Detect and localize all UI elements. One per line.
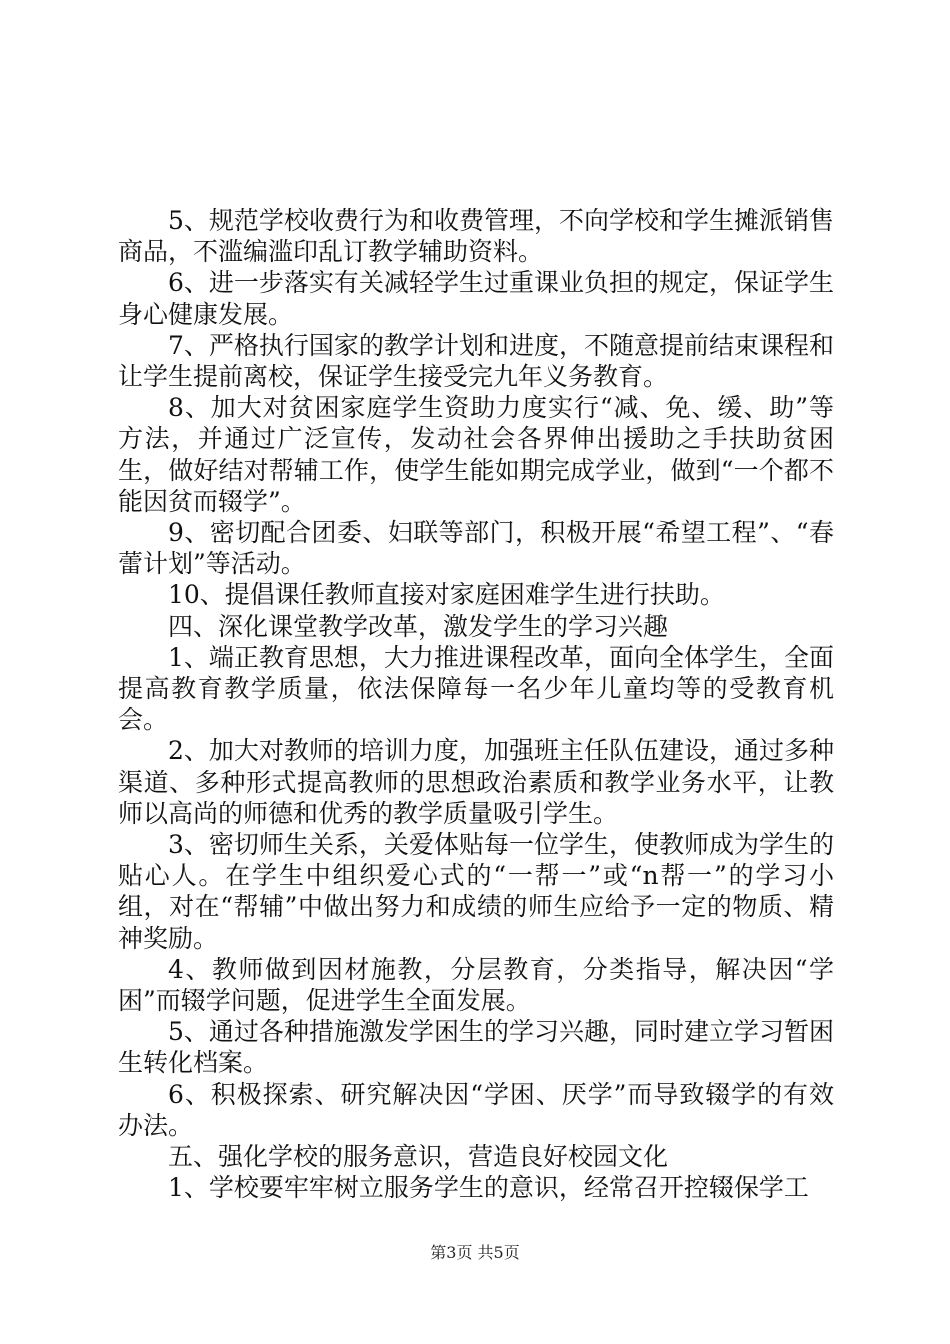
paragraph-teacher-assistance: 10、提倡课任教师直接对家庭困难学生进行扶助。 [168, 580, 725, 610]
section-heading-4: 四、深化课堂教学改革，激发学生的学习兴趣 [168, 611, 669, 641]
section-heading-5: 五、强化学校的服务意识，营造良好校园文化 [168, 1142, 669, 1172]
paragraph-reduce-burden: 6、进一步落实有关减轻学生过重课业负担的规定，保证学生身心健康发展。 [118, 268, 834, 329]
paragraph-cooperation: 9、密切配合团委、妇联等部门，积极开展“希望工程”、“春蕾计划”等活动。 [118, 518, 834, 579]
paragraph-service-awareness: 1、学校要牢牢树立服务学生的意识，经常召开控辍保学工 [168, 1173, 809, 1203]
paragraph-fee-management: 5、规范学校收费行为和收费管理，不向学校和学生摊派销售商品，不滥编滥印乱订教学辅助资料。 [118, 206, 834, 267]
paragraph-education-reform: 1、端正教育思想，大力推进课程改革，面向全体学生，全面提高教育教学质量，依法保障每一名少年儿童均等的受教育机会。 [118, 642, 834, 735]
page-number-footer: 第3页 共5页 [430, 1243, 520, 1262]
paragraph-explore-solutions: 6、积极探索、研究解决因“学困、厌学”而导致辍学的有效办法。 [118, 1079, 834, 1140]
paragraph-individualized-teaching: 4、教师做到因材施教，分层教育，分类指导，解决因“学困”而辍学问题，促进学生全面发展。 [118, 954, 834, 1016]
paragraph-teacher-student-relation: 3、密切师生关系，关爱体贴每一位学生，使教师成为学生的贴心人。在学生中组织爱心式的“一帮一”或“n帮一”的学习小组，对在“帮辅”中做出努力和成绩的师生应给予一定的物质、精神奖励。 [118, 830, 834, 953]
paragraph-financial-aid: 8、加大对贫困家庭学生资助力度实行“减、免、缓、助”等方法，并通过广泛宣传，发动社会各界伸出援助之手扶助贫困生，做好结对帮辅工作，使学生能如期完成学业，做到“一个都不能因贫而辍学”。 [118, 393, 834, 516]
paragraph-learning-interest: 5、通过各种措施激发学困生的学习兴趣，同时建立学习暂困生转化档案。 [118, 1017, 834, 1078]
paragraph-teaching-plan: 7、严格执行国家的教学计划和进度，不随意提前结束课程和让学生提前离校，保证学生接受完九年义务教育。 [118, 330, 834, 392]
paragraph-teacher-training: 2、加大对教师的培训力度，加强班主任队伍建设，通过多种渠道、多种形式提高教师的思想政治素质和教学业务水平，让教师以高尚的师德和优秀的教学质量吸引学生。 [118, 736, 834, 828]
document-body [118, 205, 834, 1204]
